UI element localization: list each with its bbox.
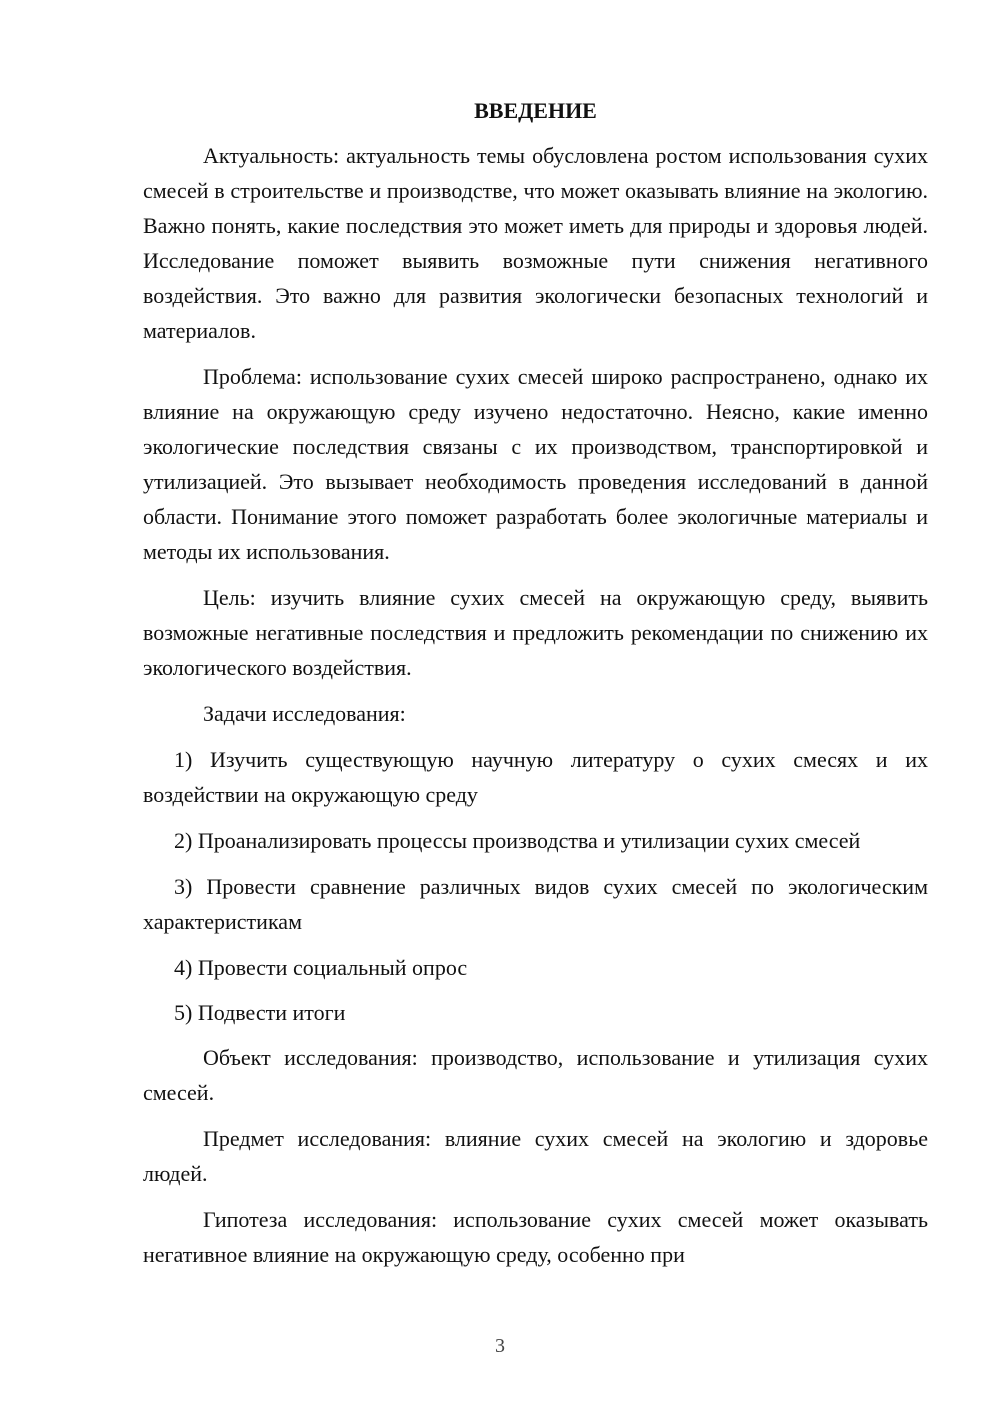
task-item-5: 5) Подвести итоги — [174, 1000, 346, 1025]
page-title: ВВЕДЕНИЕ — [474, 98, 597, 123]
task-item-3: 3) Провести сравнение различных видов сухих смесей по экологическим характеристикам — [143, 874, 928, 934]
paragraph-hypothesis: Гипотеза исследования: использование сухих смесей может оказывать негативное влияние на окружающую среду, особенно при — [143, 1207, 928, 1267]
task-item-2: 2) Проанализировать процессы производства и утилизации сухих смесей — [174, 828, 861, 853]
tasks-heading: Задачи исследования: — [203, 701, 406, 726]
paragraph-problem: Проблема: использование сухих смесей широко распространено, однако их влияние на окружающую среду изучено недостаточно. Неясно, какие именно экологические последствия связаны с их производством, транспортировкой и утилизацией. Это вызывает необходимость проведения исследований в данной области. Понимание этого поможет разработать более экологичные материалы и методы их использования. — [143, 364, 928, 564]
page-number: 3 — [495, 1335, 505, 1357]
task-item-1: 1) Изучить существующую научную литературу о сухих смесях и их воздействии на окружающую среду — [143, 747, 928, 807]
task-item-4: 4) Провести социальный опрос — [174, 955, 468, 980]
paragraph-relevance: Актуальность: актуальность темы обусловлена ростом использования сухих смесей в строительстве и производстве, что может оказывать влияние на экологию. Важно понять, какие последствия это может иметь для природы и здоровья людей. Исследование поможет выявить возможные пути снижения негативного воздействия. Это важно для развития экологически безопасных технологий и материалов. — [143, 143, 928, 343]
paragraph-goal: Цель: изучить влияние сухих смесей на окружающую среду, выявить возможные негативные последствия и предложить рекомендации по снижению их экологического воздействия. — [143, 585, 928, 680]
document-body — [143, 96, 928, 1283]
paragraph-subject: Предмет исследования: влияние сухих смесей на экологию и здоровье людей. — [143, 1126, 928, 1186]
paragraph-object: Объект исследования: производство, использование и утилизация сухих смесей. — [143, 1045, 928, 1105]
